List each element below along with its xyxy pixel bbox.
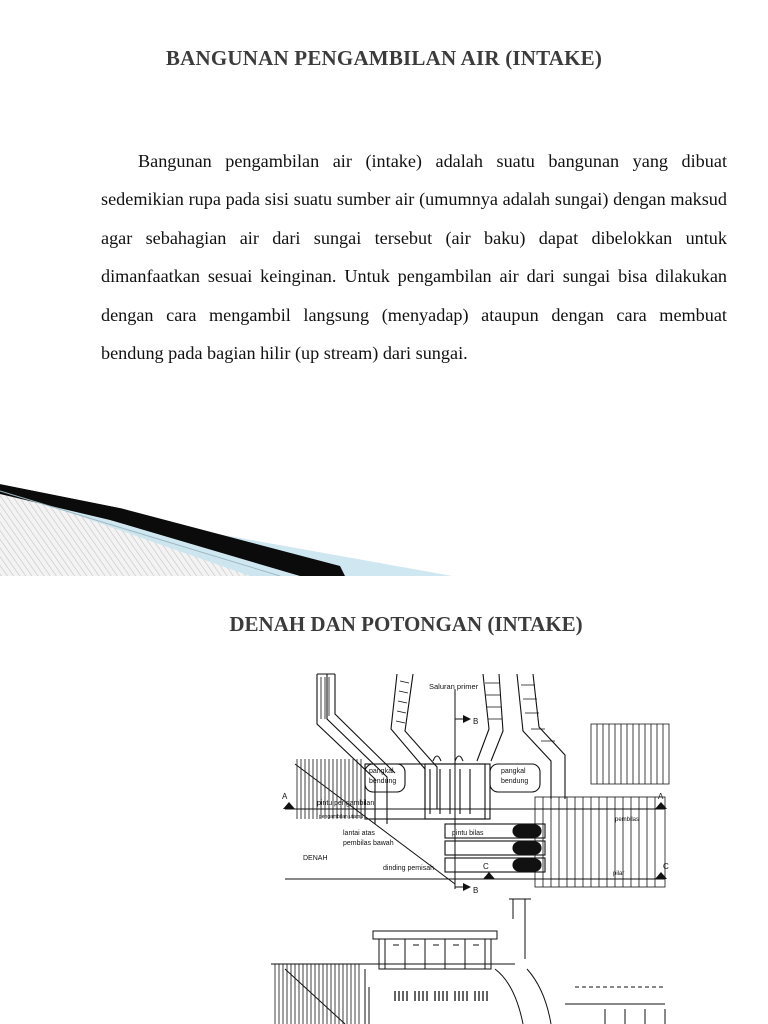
label-c-right: C [663, 862, 669, 871]
slide-plan-section [0, 577, 768, 1024]
label-pengambilan-utama: pengambilan utama [319, 814, 363, 820]
label-pilar: pilar [613, 871, 625, 877]
label-saluran-primer: Saluran primer [429, 682, 479, 691]
decorative-swoosh [0, 470, 768, 576]
arrow-a-left [283, 802, 295, 809]
label-pintu-bilas: pintu bilas [452, 830, 484, 837]
intake-structure [365, 756, 540, 819]
right-bank-hatching [591, 724, 669, 784]
label-bendung-left: bendung [369, 778, 397, 785]
label-pangkal-left: pangkal [369, 768, 394, 775]
arrow-b-bottom [463, 883, 471, 891]
slide-title: DENAH DAN POTONGAN (INTAKE) [229, 612, 583, 636]
label-bendung-right: bendung [501, 778, 529, 785]
arrow-c-left [483, 872, 495, 879]
label-b-top: B [473, 717, 479, 726]
intake-plan-drawing [265, 669, 685, 1024]
cross-section-drawing [271, 899, 665, 1024]
definition-paragraph: Bangunan pengambilan air (intake) adalah suatu bangunan yang dibuat sedemikian rupa pada sisi suatu sumber air (umumnya adalah sungai) dengan maksud agar sebahagian air dari sungai tersebut (air baku) dapat dibelokkan untuk dimanfaatkan sesuai keinginan. Untuk pengambilan air dari sungai bisa dilakukan dengan cara mengambil langsung (menyadap) ataupun dengan cara membuat bendung pada bagian hilir (up stream) dari sungai. [101, 151, 727, 364]
arrow-b-top [463, 715, 471, 723]
label-a-left: A [282, 792, 288, 801]
label-b-bottom: B [473, 886, 479, 895]
label-pintu-pengambilan: pintu pengambilan [317, 800, 375, 807]
slide-title: BANGUNAN PENGAMBILAN AIR (INTAKE) [165, 46, 603, 70]
weir-hatching [535, 797, 665, 887]
label-pembilas: pembilas [615, 817, 640, 823]
label-c-left: C [483, 862, 489, 871]
label-dinding-pemisah: dinding pemisah [383, 865, 434, 872]
label-pembilas-bawah: pembilas bawah [343, 840, 394, 847]
label-a-right: A [658, 792, 664, 801]
label-pangkal-right: pangkal [501, 768, 526, 775]
label-denah: DENAH [303, 855, 328, 862]
label-lantai-atas: lantai atas [343, 830, 375, 837]
